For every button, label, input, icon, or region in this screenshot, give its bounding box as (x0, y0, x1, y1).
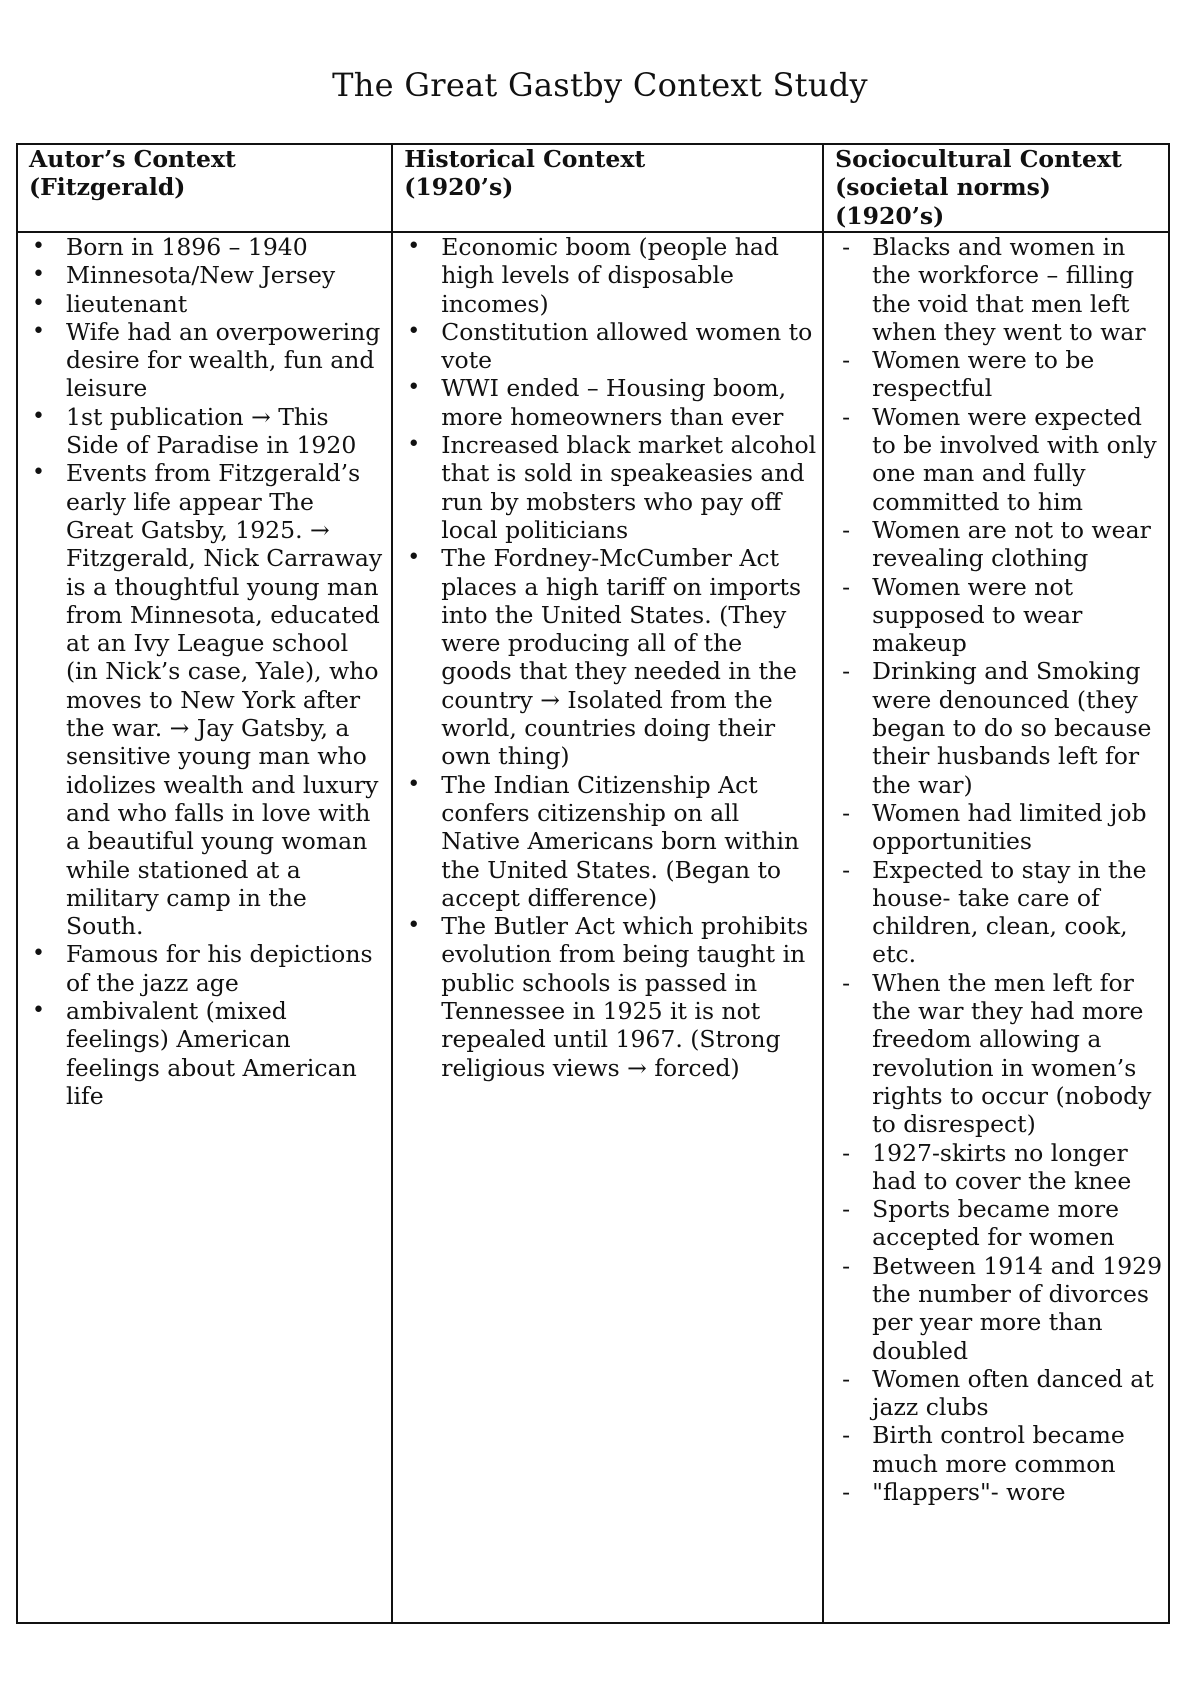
header-line: (1920’s) (404, 173, 514, 202)
dash-marker: - (842, 855, 851, 884)
dash-marker: - (842, 515, 851, 544)
list-item-text: Women often danced at jazz clubs (872, 1364, 1154, 1422)
bullet-marker: • (407, 545, 421, 571)
list-item (393, 771, 818, 912)
dash-marker: - (842, 1364, 851, 1393)
author-context-cell (17, 232, 392, 1623)
bullet-marker: • (32, 318, 45, 344)
list-item (824, 1195, 1164, 1252)
list-item (393, 374, 818, 431)
list-item-text: Expected to stay in the house- take care of children, clean, cook, etc. (872, 855, 1147, 969)
bullet-marker: • (407, 234, 421, 259)
list-item-text: Women had limited job opportunities (872, 798, 1147, 856)
list-item-text: 1st publication → This Side of Paradise in 1920 (66, 402, 357, 460)
list-item-text: lieutenant (66, 289, 188, 318)
list-item (18, 940, 387, 997)
list-item-text: Women were to be respectful (872, 346, 1095, 403)
content-row (17, 232, 1169, 1623)
list-item-text: Women are not to wear revealing clothing (872, 515, 1151, 573)
dash-marker: - (842, 402, 851, 431)
list-item (824, 799, 1164, 856)
bullet-marker: • (407, 375, 421, 401)
list-item-text: Increased black market alcohol that is sold in speakeasies and run by mobsters who pay off local politicians (441, 431, 817, 544)
header-line: Autor’s Context (29, 145, 236, 173)
list-item (393, 318, 818, 375)
list-item (18, 459, 387, 940)
list-item-text: ambivalent (mixed feelings) American feelings about American life (66, 997, 357, 1110)
header-historical-context (392, 144, 823, 232)
dash-marker: - (842, 233, 851, 261)
author-context-list (18, 233, 387, 1110)
list-item-text: Blacks and women in the workforce – filling the void that men left when they went to war (872, 233, 1146, 346)
list-item (393, 912, 818, 1082)
list-item (18, 403, 387, 460)
list-item (393, 431, 818, 544)
list-item (18, 318, 387, 403)
dash-marker: - (842, 1251, 851, 1280)
historical-context-list (393, 233, 818, 1082)
list-item (393, 544, 818, 770)
list-item-text: Women were expected to be involved with only one man and fully committed to him (872, 402, 1157, 516)
list-item (824, 1252, 1164, 1365)
list-item-text: Wife had an overpowering desire for wealth, fun and leisure (66, 317, 381, 403)
list-item-text: Women were not supposed to wear makeup (872, 572, 1083, 658)
list-item-text: Minnesota/New Jersey (66, 261, 336, 290)
bullet-marker: • (32, 262, 45, 288)
list-item (824, 1139, 1164, 1196)
list-item (18, 290, 387, 318)
list-item (824, 573, 1164, 658)
historical-context-cell (392, 232, 823, 1623)
list-item-text: Economic boom (people had high levels of disposable incomes) (441, 233, 779, 318)
dash-marker: - (842, 346, 851, 375)
list-item (824, 1365, 1164, 1422)
list-item-text: WWI ended – Housing boom, more homeowners than ever (441, 374, 787, 431)
header-line: (1920’s) (835, 201, 945, 230)
list-item (824, 403, 1164, 516)
header-line: (Fitzgerald) (29, 173, 186, 202)
list-item-text: "flappers"- wore (872, 1478, 1066, 1507)
list-item (18, 997, 387, 1110)
list-item-text: Sports became more accepted for women (872, 1195, 1120, 1252)
header-author-context (17, 144, 392, 232)
header-line: Sociocultural Context (835, 145, 1122, 173)
list-item (393, 233, 818, 318)
list-item-text: Drinking and Smoking were denounced (they began to do so because their husbands left for the war) (872, 657, 1152, 799)
page-title: The Great Gastby Context Study (332, 66, 868, 104)
header-row (17, 144, 1169, 232)
list-item (824, 856, 1164, 969)
list-item-text: Born in 1896 – 1940 (66, 233, 308, 261)
dash-marker: - (842, 657, 851, 686)
list-item (824, 1421, 1164, 1478)
context-table (16, 143, 1170, 1624)
header-line: Historical Context (404, 145, 646, 173)
dash-marker: - (842, 968, 851, 997)
list-item-text: Events from Fitzgerald’s early life appear The Great Gatsby, 1925. → Fitzgerald, Nick Carraway is a thoughtful young man from Minnesota, educated at an Ivy League school (in Nick’s case, Yale), who moves to New York after the war. → Jay Gatsby, a sensitive young man who idolizes wealth and luxury and who falls in love with a beautiful young woman while stationed at a military camp in the South. (66, 459, 383, 941)
list-item-text: Birth control became much more common (872, 1421, 1125, 1478)
header-sociocultural-context (823, 144, 1169, 232)
bullet-marker: • (32, 403, 45, 429)
list-item (824, 1478, 1164, 1506)
list-item (824, 346, 1164, 403)
bullet-marker: • (407, 771, 421, 797)
bullet-marker: • (32, 290, 45, 316)
list-item-text: Famous for his depictions of the jazz age (66, 940, 373, 997)
dash-marker: - (842, 1478, 851, 1507)
bullet-marker: • (32, 998, 45, 1024)
list-item-text: Between 1914 and 1929 the number of divorces per year more than doubled (872, 1251, 1163, 1365)
dash-marker: - (842, 1138, 851, 1167)
list-item (824, 516, 1164, 573)
bullet-marker: • (407, 432, 421, 458)
list-item (824, 233, 1164, 346)
list-item-text: Constitution allowed women to vote (441, 317, 813, 375)
list-item (824, 969, 1164, 1139)
dash-marker: - (842, 1421, 851, 1450)
sociocultural-context-list (824, 233, 1164, 1506)
list-item (18, 233, 387, 261)
bullet-marker: • (32, 234, 45, 259)
bullet-marker: • (32, 941, 45, 967)
dash-marker: - (842, 1195, 851, 1224)
header-line: (societal norms) (835, 173, 1051, 202)
list-item-text: The Butler Act which prohibits evolution from being taught in public schools is passed in Tennessee in 1925 it is not repealed until 1967. (Strong religious views → forced) (441, 912, 809, 1082)
dash-marker: - (842, 798, 851, 827)
sociocultural-context-cell (823, 232, 1169, 1623)
list-item (824, 657, 1164, 798)
dash-marker: - (842, 572, 851, 601)
list-item-text: 1927-skirts no longer had to cover the knee (872, 1138, 1132, 1195)
bullet-marker: • (32, 460, 45, 486)
list-item-text: The Fordney-McCumber Act places a high tariff on imports into the United States. (They were producing all of the goods that they needed in the country → Isolated from the world, countries doing their own thing) (441, 544, 802, 771)
bullet-marker: • (407, 913, 421, 939)
list-item-text: When the men left for the war they had more freedom allowing a revolution in women’s rights to occur (nobody to disrespect) (872, 968, 1152, 1139)
list-item (18, 261, 387, 289)
bullet-marker: • (407, 318, 421, 344)
list-item-text: The Indian Citizenship Act confers citizenship on all Native Americans born within the United States. (Began to accept difference) (441, 770, 800, 912)
